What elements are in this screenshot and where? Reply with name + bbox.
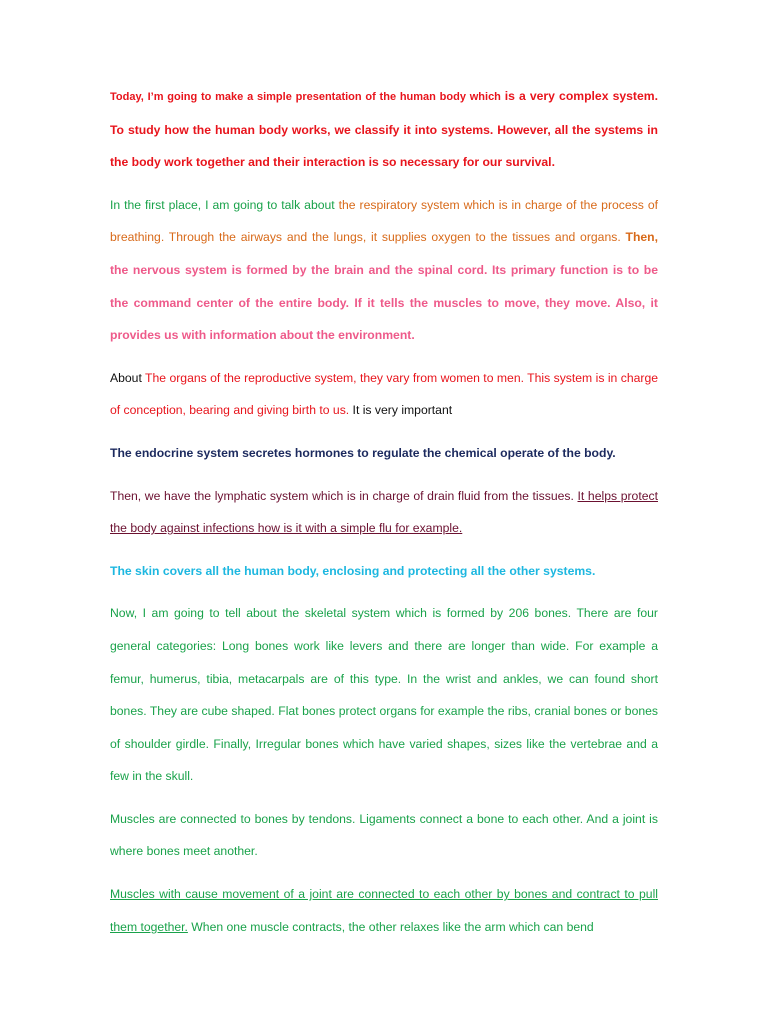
then-text: Then,: [625, 230, 658, 245]
endocrine-paragraph: [110, 437, 658, 470]
respiratory-lead-text: In the first place, I am going to talk about: [110, 197, 339, 212]
muscles-joint-underlined-text: Muscles with cause movement of a joint are connected to each other by bones and contract to pull them together.: [110, 887, 658, 934]
muscles-joint-paragraph: [110, 878, 658, 943]
intro-text-small: Today, I’m going to make a simple presentation of the human body which: [110, 91, 505, 103]
nervous-system-text: the nervous system is formed by the brain and the spinal cord. Its primary function is to be the command center of the entire body. If it tells the muscles to move, they move. Also, it provides us with information about the environment.: [110, 262, 658, 343]
skeletal-paragraph: [110, 597, 658, 793]
skin-text: The skin covers all the human body, enclosing and protecting all the other systems.: [110, 563, 596, 578]
intro-text: is a very complex system. To study how the human body works, we classify it into systems. However, all the systems in the body work together and their interaction is so necessary for our survival.: [110, 89, 658, 170]
respiratory-nervous-paragraph: [110, 189, 658, 352]
muscles-tendons-text: Muscles are connected to bones by tendons. Ligaments connect a bone to each other. And a joint is where bones meet another.: [110, 811, 658, 859]
lymphatic-underlined-text: It helps protect the body against infections how is it with a simple flu for example.: [110, 488, 658, 536]
skeletal-text: Now, I am going to tell about the skeletal system which is formed by 206 bones. There are four general categories: Long bones work like levers and there are longer than wide. For example a femur, humerus, tibia, metacarpals are of this type. In the wrist and ankles, we can found short bones. They are cube shaped. Flat bones protect organs for example the ribs, cranial bones or bones of shoulder girdle. Finally, Irregular bones which have varied shapes, sizes like the vertebrae and a few in the skull.: [110, 606, 658, 784]
muscles-joint-text: When one muscle contracts, the other relaxes like the arm which can bend: [187, 919, 594, 934]
reproductive-tail-text: It is very important: [349, 403, 453, 418]
lymphatic-text: Then, we have the lymphatic system which is in charge of drain fluid from the tissues.: [110, 488, 578, 503]
reproductive-system-text: The organs of the reproductive system, they vary from women to men. This system is in charge of conception, bearing and giving birth to us.: [110, 370, 658, 418]
reproductive-lead-text: About: [110, 370, 146, 385]
respiratory-system-text: the respiratory system which is in charge of the process of breathing. Through the airways and the lungs, it supplies oxygen to the tissues and organs.: [110, 197, 658, 245]
endocrine-text: The endocrine system secretes hormones to regulate the chemical operate of the body.: [110, 445, 616, 460]
lymphatic-paragraph: [110, 480, 658, 545]
muscles-tendons-paragraph: [110, 803, 658, 868]
intro-paragraph: [110, 80, 658, 179]
skin-paragraph: [110, 555, 658, 588]
reproductive-paragraph: [110, 362, 658, 427]
